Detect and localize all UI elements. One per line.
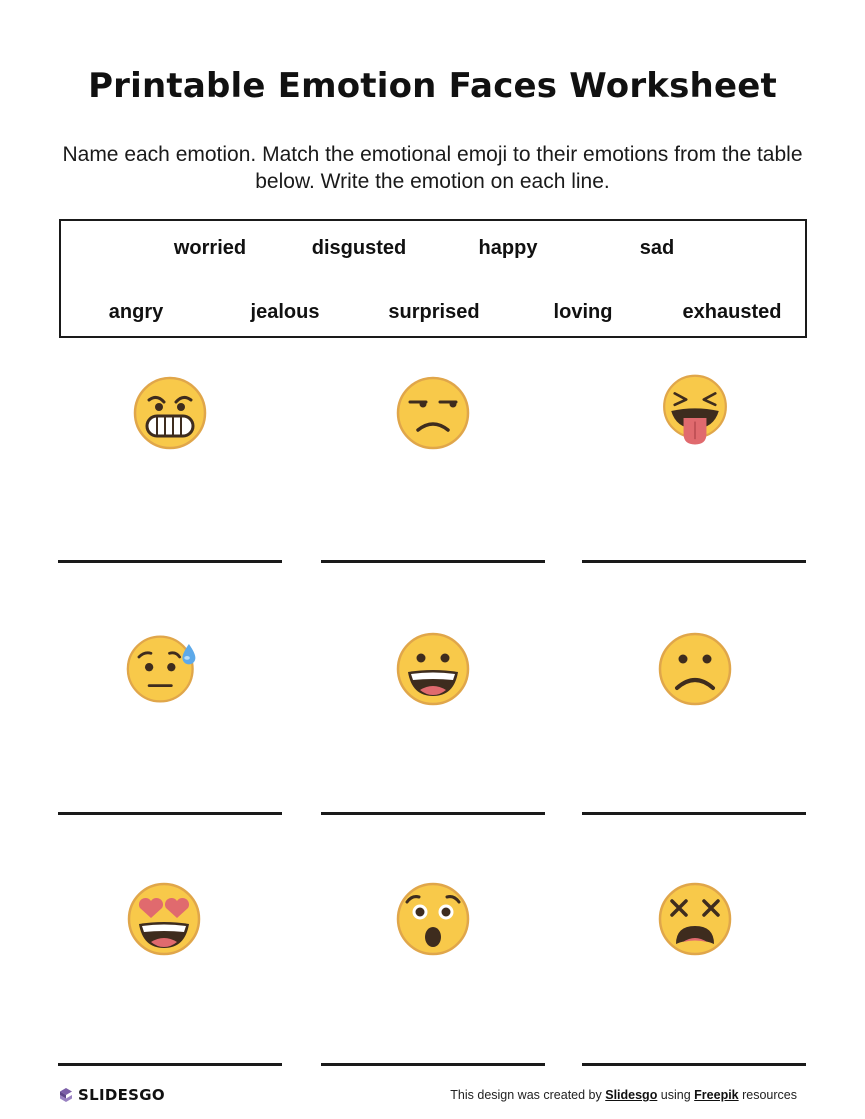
word-bank-item: disgusted [311, 237, 407, 259]
slidesgo-logo [58, 1086, 165, 1104]
heart-eyes-face-icon [127, 882, 201, 956]
word-bank-item: sad [639, 237, 675, 259]
answer-line[interactable] [321, 560, 545, 563]
anxious-sweat-face-icon [126, 632, 200, 706]
word-bank-item: angry [108, 301, 164, 323]
astonished-face-icon [396, 882, 470, 956]
answer-line[interactable] [582, 1063, 806, 1066]
word-bank-item: jealous [250, 301, 320, 323]
page-title: Printable Emotion Faces Worksheet [88, 66, 777, 106]
dizzy-x-eyes-face-icon [658, 882, 732, 956]
answer-line[interactable] [582, 560, 806, 563]
grimacing-angry-face-icon [133, 376, 207, 450]
word-bank-item: worried [173, 237, 247, 259]
answer-line[interactable] [58, 812, 282, 815]
unamused-frowning-face-icon [396, 376, 470, 450]
word-bank-item: loving [553, 301, 613, 323]
frowning-sad-face-icon [658, 632, 732, 706]
answer-line[interactable] [58, 560, 282, 563]
slidesgo-link[interactable]: Slidesgo [605, 1088, 658, 1102]
answer-line[interactable] [582, 812, 806, 815]
word-bank-item: happy [478, 237, 538, 259]
credit-text: This design was created by Slidesgo using Freepik resources [450, 1088, 797, 1102]
answer-line[interactable] [321, 1063, 545, 1066]
word-bank-item: surprised [388, 301, 480, 323]
squinting-tongue-face-icon [658, 374, 732, 448]
slidesgo-logo-icon [58, 1087, 74, 1103]
word-bank-box [59, 219, 807, 338]
grinning-face-icon [396, 632, 470, 706]
brand-name: SLIDESGO [78, 1086, 165, 1104]
answer-line[interactable] [58, 1063, 282, 1066]
instructions-text: Name each emotion. Match the emotional emoji to their emotions from the table below. Write the emotion on each line. [62, 143, 803, 193]
freepik-link[interactable]: Freepik [694, 1088, 739, 1102]
word-bank-item: exhausted [682, 301, 782, 323]
answer-line[interactable] [321, 812, 545, 815]
